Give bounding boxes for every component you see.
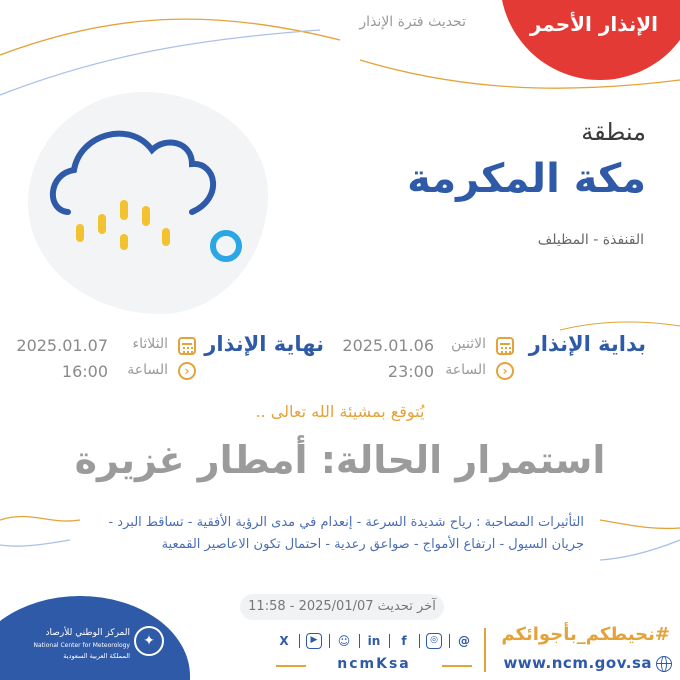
linkedin-icon[interactable]: in xyxy=(367,634,381,648)
headline: استمرار الحالة: أمطار غزيرة xyxy=(74,438,606,482)
region-areas: القنفذة - المظيلف xyxy=(537,232,644,248)
end-hour-label: الساعة xyxy=(127,362,168,378)
divider xyxy=(389,634,390,648)
end-hour: 16:00 xyxy=(61,362,108,381)
start-hour-label: الساعة xyxy=(445,362,486,378)
divider xyxy=(359,634,360,648)
alert-level-label: الإنذار الأحمر xyxy=(529,12,658,36)
effects-text: التأثيرات المصاحبة : رياح شديدة السرعة - إنعدام في مدى الرؤية الأفقية - تساقط البرد - جريان السيول - ارتفاع الأمواج - صواعق رعدية - احتمال تكون الاعاصير القمعية xyxy=(108,515,584,552)
last-update-pill: آخر تحديث 2025/01/07 - 11:58 xyxy=(240,594,444,620)
expected-label: يُتوقع بمشيئة الله تعالى .. xyxy=(255,402,425,421)
end-block xyxy=(16,332,324,388)
facebook-icon[interactable]: f xyxy=(401,634,407,648)
start-title: بداية الإنذار xyxy=(528,332,646,356)
threads-icon[interactable]: @ xyxy=(458,634,470,648)
start-date: 2025.01.06 xyxy=(342,336,434,355)
logo-country: المملكة العربية السعودية xyxy=(63,652,130,660)
update-period-label: تحديث فترة الإنذار xyxy=(359,14,466,30)
snapchat-icon[interactable]: ☺ xyxy=(337,634,351,648)
divider xyxy=(449,634,450,648)
globe-icon xyxy=(656,656,672,672)
instagram-icon[interactable]: ◎ xyxy=(426,633,442,649)
start-hour: 23:00 xyxy=(387,362,434,381)
handle-underline-right xyxy=(442,665,472,667)
end-day: الثلاثاء xyxy=(132,336,168,352)
start-day: الاثنين xyxy=(451,336,486,352)
start-block xyxy=(336,332,646,388)
divider xyxy=(299,634,300,648)
region-label: منطقة xyxy=(581,118,646,146)
logo-arabic: المركز الوطني للأرصاد xyxy=(45,628,130,638)
region-name: مكة المكرمة xyxy=(407,156,646,202)
hashtag: #نحيطكم_بأجوائكم xyxy=(501,624,670,645)
calendar-icon xyxy=(178,337,196,355)
logo-english: National Center for Meteorology xyxy=(33,642,130,649)
emblem-icon: ✦ xyxy=(134,626,164,656)
website-link[interactable]: www.ncm.gov.sa xyxy=(503,654,652,672)
cloud-rain-icon xyxy=(46,112,246,272)
social-handle: ncmKsa xyxy=(337,656,411,672)
divider xyxy=(329,634,330,648)
calendar-icon xyxy=(496,337,514,355)
youtube-icon[interactable]: ▶ xyxy=(306,633,322,649)
x-icon[interactable]: X xyxy=(279,634,289,648)
social-icons-row xyxy=(276,630,472,652)
clock-icon: ‹ xyxy=(178,362,196,380)
divider xyxy=(419,634,420,648)
footer-divider xyxy=(484,628,486,672)
clock-icon: ‹ xyxy=(496,362,514,380)
end-title: نهاية الإنذار xyxy=(204,332,324,356)
end-date: 2025.01.07 xyxy=(16,336,108,355)
